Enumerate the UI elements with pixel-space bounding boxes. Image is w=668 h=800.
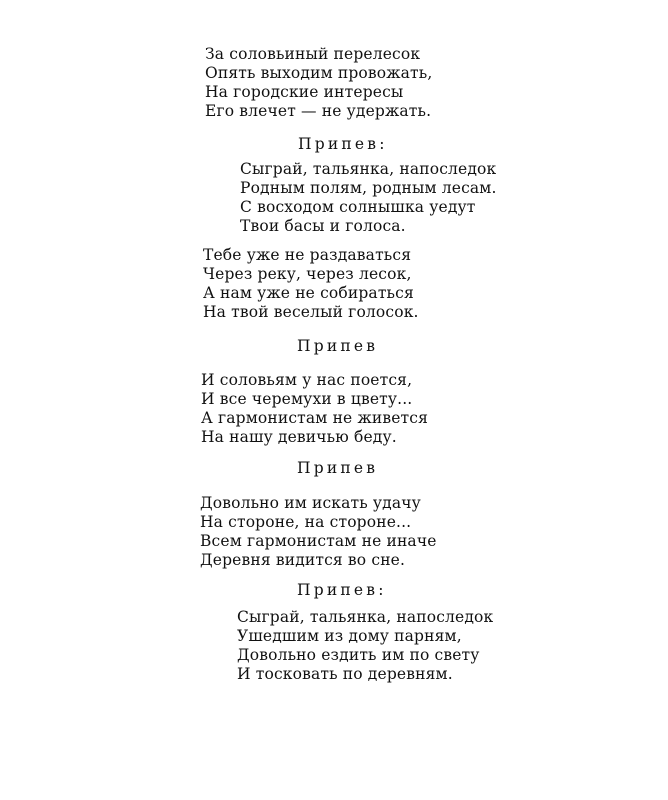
- verse-line: Ушедшим из дому парням,: [237, 627, 462, 645]
- chorus-stanza-1: [240, 160, 497, 236]
- verse-line: Довольно ездить им по свету: [237, 646, 480, 664]
- verse-line: За соловьиный перелесок: [205, 45, 421, 63]
- refrain-heading: Припев: [297, 337, 379, 355]
- verse-line: И соловьям у нас поется,: [201, 371, 413, 389]
- verse-line: Сыграй, тальянка, напоследок: [240, 160, 497, 178]
- verse-line: На нашу девичью беду.: [201, 428, 397, 446]
- verse-line: А гармонистам не живется: [201, 409, 429, 427]
- verse-line: Сыграй, тальянка, напоследок: [237, 608, 494, 626]
- stanza-2: [203, 246, 419, 322]
- verse-line: С восходом солнышка уедут: [240, 198, 476, 216]
- stanza-1: [205, 45, 432, 121]
- verse-line: А нам уже не собираться: [203, 284, 414, 302]
- verse-line: Через реку, через лесок,: [203, 265, 412, 283]
- verse-line: На городские интересы: [205, 83, 404, 101]
- stanza-4: [200, 494, 437, 570]
- verse-line: Опять выходим провожать,: [205, 64, 433, 82]
- chorus-stanza-2: [237, 608, 493, 684]
- verse-line: На стороне, на стороне...: [200, 513, 412, 531]
- stanza-3: [201, 371, 428, 447]
- refrain-heading: Припев: [297, 459, 379, 477]
- verse-line: Довольно им искать удачу: [200, 494, 421, 512]
- verse-line: Твои басы и голоса.: [240, 217, 406, 235]
- verse-line: Всем гармонистам не иначе: [200, 532, 437, 550]
- verse-line: Родным полям, родным лесам.: [240, 179, 497, 197]
- refrain-heading: Припев:: [298, 135, 388, 153]
- verse-line: На твой веселый голосок.: [203, 303, 419, 321]
- verse-line: Его влечет — не удержать.: [205, 102, 432, 120]
- verse-line: И все черемухи в цвету...: [201, 390, 413, 408]
- verse-line: Тебе уже не раздаваться: [203, 246, 412, 264]
- verse-line: Деревня видится во сне.: [200, 551, 406, 569]
- verse-line: И тосковать по деревням.: [237, 665, 453, 683]
- refrain-heading: Припев:: [297, 581, 387, 599]
